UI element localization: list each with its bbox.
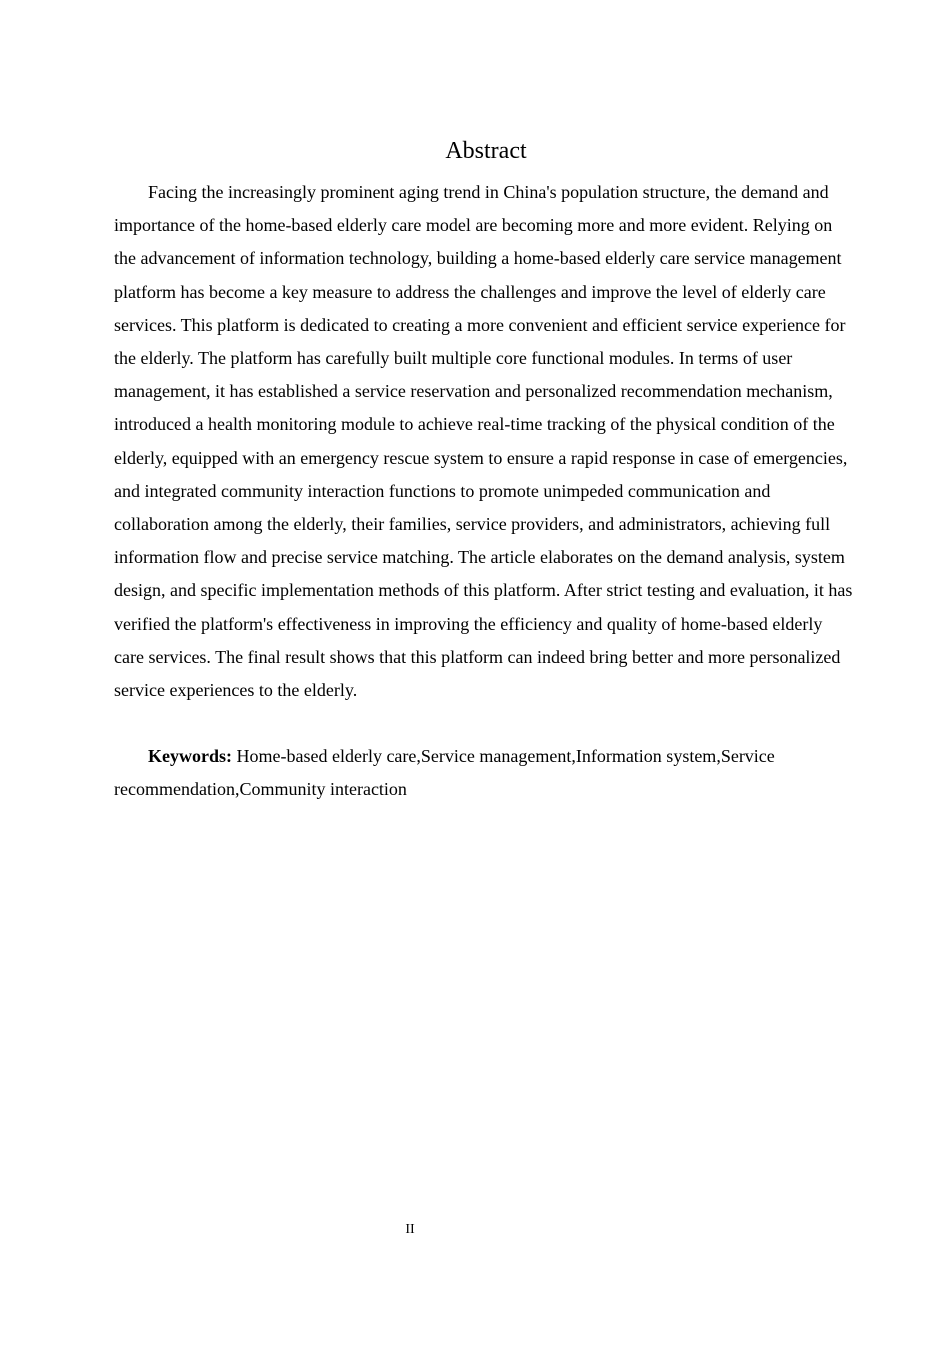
abstract-paragraph: Facing the increasingly prominent aging trend in China's population structure, the demand and importance of the home-based elderly care model are becoming more and more evident. Relying on the advancement of information technology, building a home-based elderly care service management platform has become a key measure to address the challenges and improve the level of elderly care services. This platform is dedicated to creating a more convenient and efficient service experience for the elderly. The platform has carefully built multiple core functional modules. In terms of user management, it has established a service reservation and personalized recommendation mechanism, introduced a health monitoring module to achieve real-time tracking of the physical condition of the elderly, equipped with an emergency rescue system to ensure a rapid response in case of emergencies, and integrated community interaction functions to promote unimpeded communication and collaboration among the elderly, their families, service providers, and administrators, achieving full information flow and precise service matching. The article elaborates on the demand analysis, system design, and specific implementation methods of this platform. After strict testing and evaluation, it has verified the platform's effectiveness in improving the efficiency and quality of home-based elderly care services. The final result shows that this platform can indeed bring better and more personalized service experiences to the elderly. [114,182,853,701]
keywords-label: Keywords: [148,746,232,766]
page-number: II [405,1222,415,1237]
keywords-text: Home-based elderly care,Service management,Information system,Service recommendation,Community interaction [114,746,775,800]
abstract-title: Abstract [445,138,527,164]
keywords-line [114,740,856,806]
